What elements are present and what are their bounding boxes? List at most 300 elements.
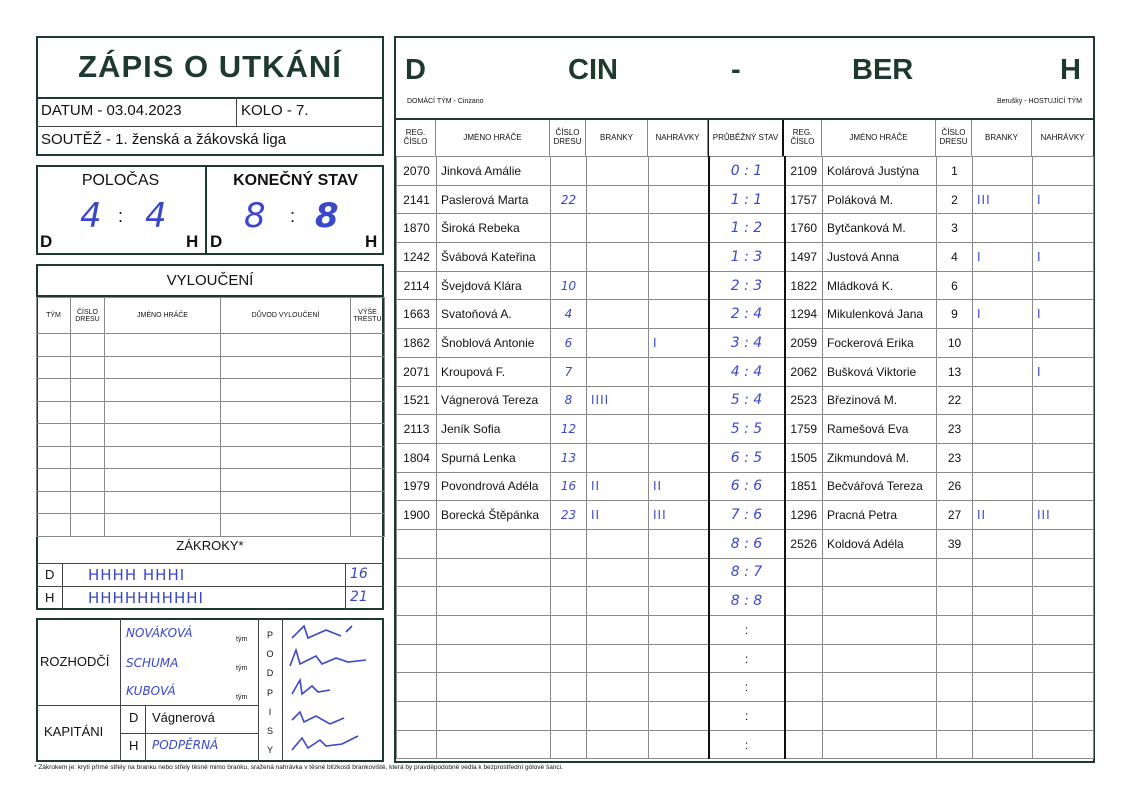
running-score: 8 : 8 <box>709 587 785 616</box>
final-d: D <box>210 232 223 251</box>
home-num: 6 <box>551 329 587 358</box>
away-goals <box>973 329 1033 358</box>
home-goals: II <box>587 472 649 501</box>
home-assists <box>649 214 709 243</box>
home-goals-header: BRANKY <box>586 120 648 156</box>
home-num <box>551 214 587 243</box>
home-assists <box>649 386 709 415</box>
home-code: CIN <box>568 54 618 86</box>
home-goals <box>587 587 649 616</box>
col-player: JMÉNO HRÁČE <box>105 298 221 334</box>
home-reg: 2113 <box>397 415 437 444</box>
away-reg <box>785 730 823 759</box>
home-name: Švábová Kateřina <box>437 243 551 272</box>
home-num <box>551 616 587 645</box>
home-goals <box>587 529 649 558</box>
away-reg <box>785 616 823 645</box>
away-num: 4 <box>937 243 973 272</box>
away-assists: I <box>1033 243 1094 272</box>
away-name: Koldová Adéla <box>823 529 937 558</box>
table-row <box>397 730 1094 759</box>
ref3-team: tým <box>236 694 248 701</box>
home-name: Vágnerová Tereza <box>437 386 551 415</box>
players-table <box>396 156 1094 759</box>
away-assists <box>1033 673 1094 702</box>
signatures-image <box>286 620 380 760</box>
away-assists: I <box>1033 357 1094 386</box>
away-assists <box>1033 214 1094 243</box>
away-reg-header: REG. ČÍSLO <box>784 120 822 156</box>
running-score: : <box>709 702 785 731</box>
final-h: H <box>365 232 378 251</box>
home-reg: 2114 <box>397 271 437 300</box>
saves-d-total: 16 <box>350 566 368 582</box>
home-assists <box>649 673 709 702</box>
home-goals <box>587 616 649 645</box>
home-reg <box>397 702 437 731</box>
home-num: 12 <box>551 415 587 444</box>
away-goals <box>973 730 1033 759</box>
running-score: 5 : 4 <box>709 386 785 415</box>
home-assists <box>649 271 709 300</box>
table-row <box>397 529 1094 558</box>
running-score: 1 : 2 <box>709 214 785 243</box>
away-assists <box>1033 443 1094 472</box>
ref1-team: tým <box>236 636 248 643</box>
away-num: 39 <box>937 529 973 558</box>
away-goals: III <box>973 185 1033 214</box>
away-assists <box>1033 587 1094 616</box>
col-team: TÝM <box>37 298 71 334</box>
away-assists <box>1033 529 1094 558</box>
away-reg <box>785 587 823 616</box>
running-score: 0 : 1 <box>709 157 785 186</box>
home-name: Široká Rebeka <box>437 214 551 243</box>
away-num: 26 <box>937 472 973 501</box>
home-num <box>551 673 587 702</box>
captain-h: PODPĚRNÁ <box>152 738 219 752</box>
home-reg <box>397 529 437 558</box>
away-name: Mládková K. <box>823 271 937 300</box>
away-reg: 1757 <box>785 185 823 214</box>
saves-d-marks: ΗΗΗΗ ΗΗΗΙ <box>88 566 186 584</box>
away-goals-header: BRANKY <box>972 120 1032 156</box>
running-score: 8 : 6 <box>709 529 785 558</box>
home-num <box>551 558 587 587</box>
away-reg: 1760 <box>785 214 823 243</box>
captain-h-label: H <box>129 738 139 753</box>
home-assists <box>649 558 709 587</box>
home-reg: 1979 <box>397 472 437 501</box>
saves-h-marks: ΗΗΗΗΗΗΗΗΗΙ <box>88 589 204 607</box>
table-row <box>397 558 1094 587</box>
home-goals <box>587 329 649 358</box>
away-name <box>823 702 937 731</box>
away-goals <box>973 702 1033 731</box>
away-num: 23 <box>937 443 973 472</box>
away-num: 13 <box>937 357 973 386</box>
table-row <box>397 616 1094 645</box>
table-row <box>397 501 1094 530</box>
home-reg: 1242 <box>397 243 437 272</box>
away-name: Březinová M. <box>823 386 937 415</box>
home-goals <box>587 558 649 587</box>
home-assists <box>649 702 709 731</box>
home-assists <box>649 243 709 272</box>
home-goals <box>587 357 649 386</box>
away-assists <box>1033 730 1094 759</box>
saves-title: ZÁKROKY* <box>176 538 244 553</box>
home-num <box>551 529 587 558</box>
final-label: KONEČNÝ STAV <box>233 172 358 189</box>
halftime-d: D <box>40 232 53 251</box>
away-reg: 2109 <box>785 157 823 186</box>
table-row <box>397 357 1094 386</box>
running-score: 1 : 1 <box>709 185 785 214</box>
home-goals <box>587 271 649 300</box>
home-goals: II <box>587 501 649 530</box>
home-reg: 1870 <box>397 214 437 243</box>
running-score: : <box>709 644 785 673</box>
away-goals: I <box>973 300 1033 329</box>
saves-d-label: D <box>45 567 55 582</box>
home-name <box>437 702 551 731</box>
home-assists <box>649 730 709 759</box>
table-row <box>397 157 1094 186</box>
home-assists <box>649 644 709 673</box>
home-goals <box>587 243 649 272</box>
halftime-home: 4 <box>80 196 102 236</box>
table-row <box>397 243 1094 272</box>
home-assists <box>649 587 709 616</box>
home-goals <box>587 214 649 243</box>
home-reg <box>397 558 437 587</box>
table-row <box>397 271 1094 300</box>
home-reg: 1862 <box>397 329 437 358</box>
away-reg: 1851 <box>785 472 823 501</box>
home-name: Spurná Lenka <box>437 443 551 472</box>
away-assists <box>1033 386 1094 415</box>
home-num: 4 <box>551 300 587 329</box>
away-reg: 2523 <box>785 386 823 415</box>
table-row <box>397 214 1094 243</box>
away-goals <box>973 415 1033 444</box>
home-name: Jinková Amálie <box>437 157 551 186</box>
away-reg: 2062 <box>785 357 823 386</box>
away-name: Justová Anna <box>823 243 937 272</box>
away-reg <box>785 673 823 702</box>
home-num: 10 <box>551 271 587 300</box>
running-score: 3 : 4 <box>709 329 785 358</box>
away-name: Bytčanková M. <box>823 214 937 243</box>
home-reg <box>397 644 437 673</box>
captains-label: KAPITÁNI <box>44 724 104 739</box>
away-name <box>823 558 937 587</box>
away-num <box>937 587 973 616</box>
table-row <box>397 443 1094 472</box>
home-name: Paslerová Marta <box>437 185 551 214</box>
home-num: 7 <box>551 357 587 386</box>
away-goals <box>973 529 1033 558</box>
running-score: 6 : 5 <box>709 443 785 472</box>
away-assists: I <box>1033 300 1094 329</box>
home-goals <box>587 443 649 472</box>
captain-d: Vágnerová <box>152 710 215 725</box>
away-name: Bušková Viktorie <box>823 357 937 386</box>
referee-3: KUBOVÁ <box>126 684 176 698</box>
away-reg: 1759 <box>785 415 823 444</box>
home-name <box>437 644 551 673</box>
running-header: PRŮBĚŽNÝ STAV <box>708 120 784 156</box>
away-reg: 1505 <box>785 443 823 472</box>
home-name <box>437 587 551 616</box>
away-goals <box>973 271 1033 300</box>
away-reg: 1497 <box>785 243 823 272</box>
away-assists <box>1033 157 1094 186</box>
home-assists <box>649 529 709 558</box>
home-assists <box>649 415 709 444</box>
home-num: 23 <box>551 501 587 530</box>
away-letter: H <box>1060 54 1081 86</box>
running-score: : <box>709 673 785 702</box>
home-name <box>437 673 551 702</box>
home-name: Jeník Sofia <box>437 415 551 444</box>
home-name: Povondrová Adéla <box>437 472 551 501</box>
away-name <box>823 673 937 702</box>
home-num <box>551 157 587 186</box>
away-reg: 2059 <box>785 329 823 358</box>
referees-label: ROZHODČÍ <box>40 654 110 669</box>
away-goals <box>973 214 1033 243</box>
home-goals <box>587 157 649 186</box>
away-reg <box>785 558 823 587</box>
away-goals <box>973 472 1033 501</box>
signatures-label: P O D P I S Y <box>266 630 274 756</box>
away-goals <box>973 157 1033 186</box>
away-goals: II <box>973 501 1033 530</box>
table-row <box>397 185 1094 214</box>
home-assists <box>649 616 709 645</box>
home-name <box>437 529 551 558</box>
away-assists <box>1033 415 1094 444</box>
away-name <box>823 587 937 616</box>
away-assists: I <box>1033 185 1094 214</box>
referee-1: NOVÁKOVÁ <box>126 626 193 640</box>
home-caption: DOMÁCÍ TÝM - Cinzano <box>407 98 484 105</box>
home-reg <box>397 730 437 759</box>
exclusions-table <box>36 297 385 537</box>
final-away: 8 <box>315 196 339 236</box>
home-assists: II <box>649 472 709 501</box>
home-num <box>551 644 587 673</box>
home-name: Kroupová F. <box>437 357 551 386</box>
home-num: 16 <box>551 472 587 501</box>
home-reg: 2071 <box>397 357 437 386</box>
away-name: Zikmundová M. <box>823 443 937 472</box>
away-goals <box>973 558 1033 587</box>
home-reg: 2070 <box>397 157 437 186</box>
home-assists <box>649 443 709 472</box>
away-num <box>937 730 973 759</box>
home-goals <box>587 730 649 759</box>
away-name: Ramešová Eva <box>823 415 937 444</box>
away-num: 10 <box>937 329 973 358</box>
running-score: : <box>709 616 785 645</box>
away-reg <box>785 644 823 673</box>
final-sep: : <box>290 206 296 226</box>
final-home: 8 <box>244 196 266 236</box>
home-assists <box>649 185 709 214</box>
away-reg: 1296 <box>785 501 823 530</box>
home-assists: I <box>649 329 709 358</box>
running-score: 4 : 4 <box>709 357 785 386</box>
away-num: 9 <box>937 300 973 329</box>
away-num: 22 <box>937 386 973 415</box>
away-goals: I <box>973 243 1033 272</box>
home-name: Šnoblová Antonie <box>437 329 551 358</box>
away-assists <box>1033 644 1094 673</box>
home-reg: 1663 <box>397 300 437 329</box>
away-num <box>937 644 973 673</box>
away-name: Pracná Petra <box>823 501 937 530</box>
away-assists <box>1033 616 1094 645</box>
table-row <box>397 587 1094 616</box>
col-penalty: VÝŠE TRESTU <box>351 298 385 334</box>
running-score: 2 : 3 <box>709 271 785 300</box>
away-name-header: JMÉNO HRÁČE <box>822 120 936 156</box>
away-num <box>937 702 973 731</box>
home-num-header: ČÍSLO DRESU <box>550 120 586 156</box>
match-dash: - <box>731 54 741 86</box>
away-num <box>937 558 973 587</box>
home-name: Borecká Štěpánka <box>437 501 551 530</box>
away-num: 23 <box>937 415 973 444</box>
home-name <box>437 616 551 645</box>
home-letter: D <box>405 54 426 86</box>
home-goals <box>587 673 649 702</box>
home-name-header: JMÉNO HRÁČE <box>436 120 550 156</box>
home-assists <box>649 357 709 386</box>
home-num <box>551 587 587 616</box>
running-score: 1 : 3 <box>709 243 785 272</box>
away-goals <box>973 386 1033 415</box>
home-assists <box>649 157 709 186</box>
home-reg <box>397 616 437 645</box>
home-goals <box>587 415 649 444</box>
away-num: 6 <box>937 271 973 300</box>
running-score: 5 : 5 <box>709 415 785 444</box>
away-code: BER <box>852 54 914 86</box>
running-score: 8 : 7 <box>709 558 785 587</box>
away-name: Fockerová Erika <box>823 329 937 358</box>
home-num: 22 <box>551 185 587 214</box>
away-num-header: ČÍSLO DRESU <box>936 120 972 156</box>
league-field: SOUTĚŽ - 1. ženská a žákovská liga <box>41 131 287 148</box>
away-name: Poláková M. <box>823 185 937 214</box>
date-field: DATUM - 03.04.2023 <box>41 102 182 119</box>
col-reason: DŮVOD VYLOUČENÍ <box>221 298 351 334</box>
home-num <box>551 730 587 759</box>
away-goals <box>973 616 1033 645</box>
away-num <box>937 616 973 645</box>
away-name <box>823 644 937 673</box>
home-num <box>551 243 587 272</box>
away-reg <box>785 702 823 731</box>
footnote: * Zákrokem je: krytí přímé střely na branku nebo střely těsně mimo branku, sražená nahrávka v těsné blízkosti brankoviště, která by pravděpodobně vedla k bezprostřední gólové šanci. <box>34 764 563 771</box>
home-assists-header: NAHRÁVKY <box>648 120 708 156</box>
away-num: 1 <box>937 157 973 186</box>
away-num: 27 <box>937 501 973 530</box>
referee-2: SCHUMA <box>126 656 179 670</box>
halftime-label: POLOČAS <box>81 172 160 189</box>
away-goals <box>973 673 1033 702</box>
saves-h-label: H <box>45 590 55 605</box>
away-goals <box>973 357 1033 386</box>
home-name: Švejdová Klára <box>437 271 551 300</box>
table-row <box>397 644 1094 673</box>
sheet-title: ZÁPIS O UTKÁNÍ <box>78 49 342 84</box>
home-assists <box>649 300 709 329</box>
home-goals: IIII <box>587 386 649 415</box>
away-assists <box>1033 558 1094 587</box>
away-assists: III <box>1033 501 1094 530</box>
away-goals <box>973 443 1033 472</box>
table-row <box>397 415 1094 444</box>
away-goals <box>973 644 1033 673</box>
away-num <box>937 673 973 702</box>
away-num: 2 <box>937 185 973 214</box>
home-reg-header: REG. ČÍSLO <box>396 120 436 156</box>
home-reg <box>397 673 437 702</box>
home-name <box>437 558 551 587</box>
home-goals <box>587 185 649 214</box>
halftime-h: H <box>186 232 199 251</box>
home-goals <box>587 644 649 673</box>
running-score: 2 : 4 <box>709 300 785 329</box>
away-assists <box>1033 702 1094 731</box>
halftime-away: 4 <box>145 196 167 236</box>
exclusions-title: VYLOUČENÍ <box>166 272 254 289</box>
away-assists <box>1033 271 1094 300</box>
away-goals <box>973 587 1033 616</box>
away-name: Bečvářová Tereza <box>823 472 937 501</box>
saves-h-total: 21 <box>350 589 368 605</box>
home-num: 13 <box>551 443 587 472</box>
home-assists: III <box>649 501 709 530</box>
running-score: 6 : 6 <box>709 472 785 501</box>
running-score: : <box>709 730 785 759</box>
home-reg: 1900 <box>397 501 437 530</box>
ref2-team: tým <box>236 665 248 672</box>
away-assists <box>1033 329 1094 358</box>
away-name <box>823 616 937 645</box>
home-num: 8 <box>551 386 587 415</box>
captain-d-label: D <box>129 710 139 725</box>
home-num <box>551 702 587 731</box>
home-reg: 1521 <box>397 386 437 415</box>
away-assists-header: NAHRÁVKY <box>1040 132 1085 142</box>
home-goals <box>587 702 649 731</box>
table-row <box>397 329 1094 358</box>
halftime-sep: : <box>118 206 124 226</box>
table-row <box>397 472 1094 501</box>
home-reg: 1804 <box>397 443 437 472</box>
home-reg: 2141 <box>397 185 437 214</box>
running-score: 7 : 6 <box>709 501 785 530</box>
away-name: Kolárová Justýna <box>823 157 937 186</box>
away-num: 3 <box>937 214 973 243</box>
home-goals <box>587 300 649 329</box>
